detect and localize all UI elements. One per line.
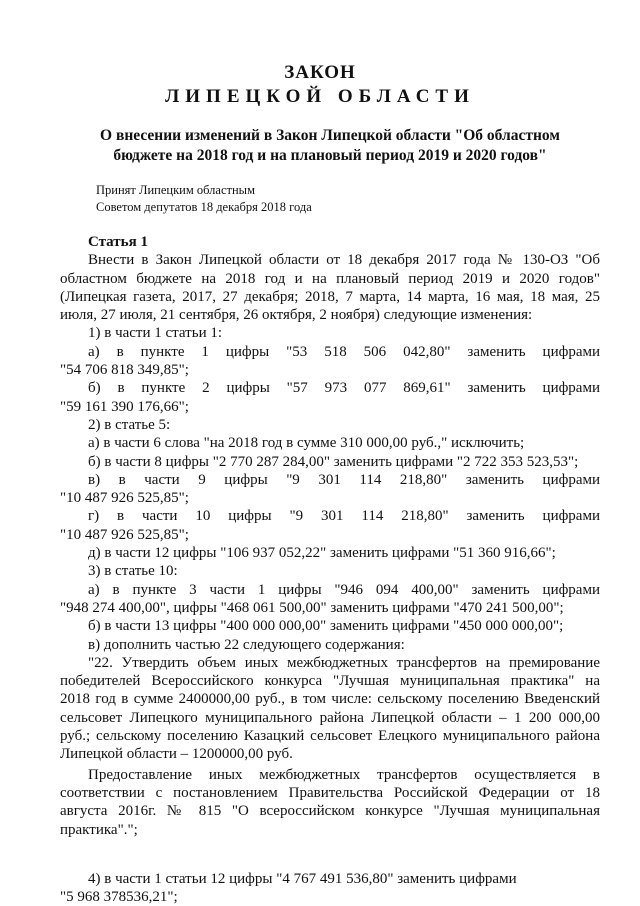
adopted-line: Советом депутатов 18 декабря 2018 года — [96, 200, 312, 214]
text-line: областном бюджете на 2018 год и на плановый период 2019 и 2020 годов" — [60, 270, 600, 287]
text-line: б) в пункте 2 цифры "57 973 077 869,61" заменить цифрами — [88, 380, 600, 397]
text-line: "948 274 400,00", цифры "468 061 500,00" заменить цифрами "470 241 500,00"; — [60, 599, 564, 616]
text-line: б) в части 13 цифры "400 000 000,00" заменить цифрами "450 000 000,00"; — [88, 618, 564, 635]
text-line: практика"."; — [60, 821, 138, 838]
subtitle-line: О внесении изменений в Закон Липецкой области "Об областном — [100, 127, 560, 144]
text-line: "10 487 926 525,85"; — [60, 490, 189, 507]
text-line: (Липецкая газета, 2017, 27 декабря; 2018, 7 марта, 14 марта, 16 мая, 18 мая, 25 — [60, 288, 600, 305]
text-line: Предоставление иных межбюджетных трансфертов осуществляется в — [88, 766, 600, 783]
text-line: августа 2016г. № 815 "О всероссийском конкурсе "Лучшая муниципальная — [60, 803, 600, 820]
text-line: "54 706 818 349,85"; — [60, 362, 189, 379]
text-line: а) в пункте 3 части 1 цифры "946 094 400,00" заменить цифрами — [88, 581, 600, 598]
text-line: 2) в статье 5: — [88, 416, 171, 433]
text-line: 2018 год в сумме 2400000,00 руб., в том числе: сельскому поселению Введенский — [60, 691, 600, 708]
text-line: Внести в Закон Липецкой области от 18 декабря 2017 года № 130-ОЗ "Об — [88, 252, 600, 269]
text-line: июля, 27 июля, 21 сентября, 26 октября, 2 ноября) следующие изменения: — [60, 307, 533, 324]
text-line: а) в части 6 слова "на 2018 год в сумме 310 000,00 руб.," исключить; — [88, 435, 525, 452]
text-line: 3) в статье 10: — [88, 563, 178, 580]
subtitle-line: бюджете на 2018 год и на плановый период 2019 и 2020 годов" — [113, 147, 547, 164]
article-body — [60, 233, 600, 906]
text-line: д) в части 12 цифры "106 937 052,22" заменить цифрами "51 360 916,66"; — [88, 545, 556, 562]
text-line: "5 968 378536,21"; — [60, 889, 178, 906]
article-heading: Статья 1 — [88, 234, 148, 250]
text-line: "59 161 390 176,66"; — [60, 398, 189, 415]
law-title: ЗАКОН — [284, 62, 356, 83]
text-line: г) в части 10 цифры "9 301 114 218,80" заменить цифрами — [88, 508, 600, 525]
text-line: в) дополнить частью 22 следующего содержания: — [88, 636, 405, 653]
text-line: 4) в части 1 статьи 12 цифры "4 767 491 536,80" заменить цифрами — [88, 870, 517, 887]
text-line: победителей Всероссийского конкурса "Лучшая муниципальная практика" на — [60, 673, 600, 690]
adopted-line: Принят Липецким областным — [96, 183, 255, 197]
text-line: в) в части 9 цифры "9 301 114 218,80" заменить цифрами — [88, 471, 600, 488]
text-line: руб.; сельскому поселению Казацкий сельсовет Елецкого муниципального района — [60, 728, 600, 745]
text-line: сельсовет Липецкого муниципального района Липецкой области – 1 200 000,00 — [60, 709, 600, 726]
text-line: "22. Утвердить объем иных межбюджетных трансфертов на премирование — [88, 654, 600, 671]
text-line: соответствии с постановлением Правительства Российской Федерации от 18 — [60, 784, 600, 801]
text-line: а) в пункте 1 цифры "53 518 506 042,80" заменить цифрами — [88, 343, 600, 360]
text-line: 1) в части 1 статьи 1: — [88, 325, 223, 342]
text-line: б) в части 8 цифры "2 770 287 284,00" заменить цифрами "2 722 353 523,53"; — [88, 453, 579, 470]
text-line: Липецкой области – 1200000,00 руб. — [60, 746, 293, 763]
text-line: "10 487 926 525,85"; — [60, 526, 189, 543]
document-subtitle — [70, 126, 590, 166]
region-title: ЛИПЕЦКОЙ ОБЛАСТИ — [165, 86, 475, 107]
